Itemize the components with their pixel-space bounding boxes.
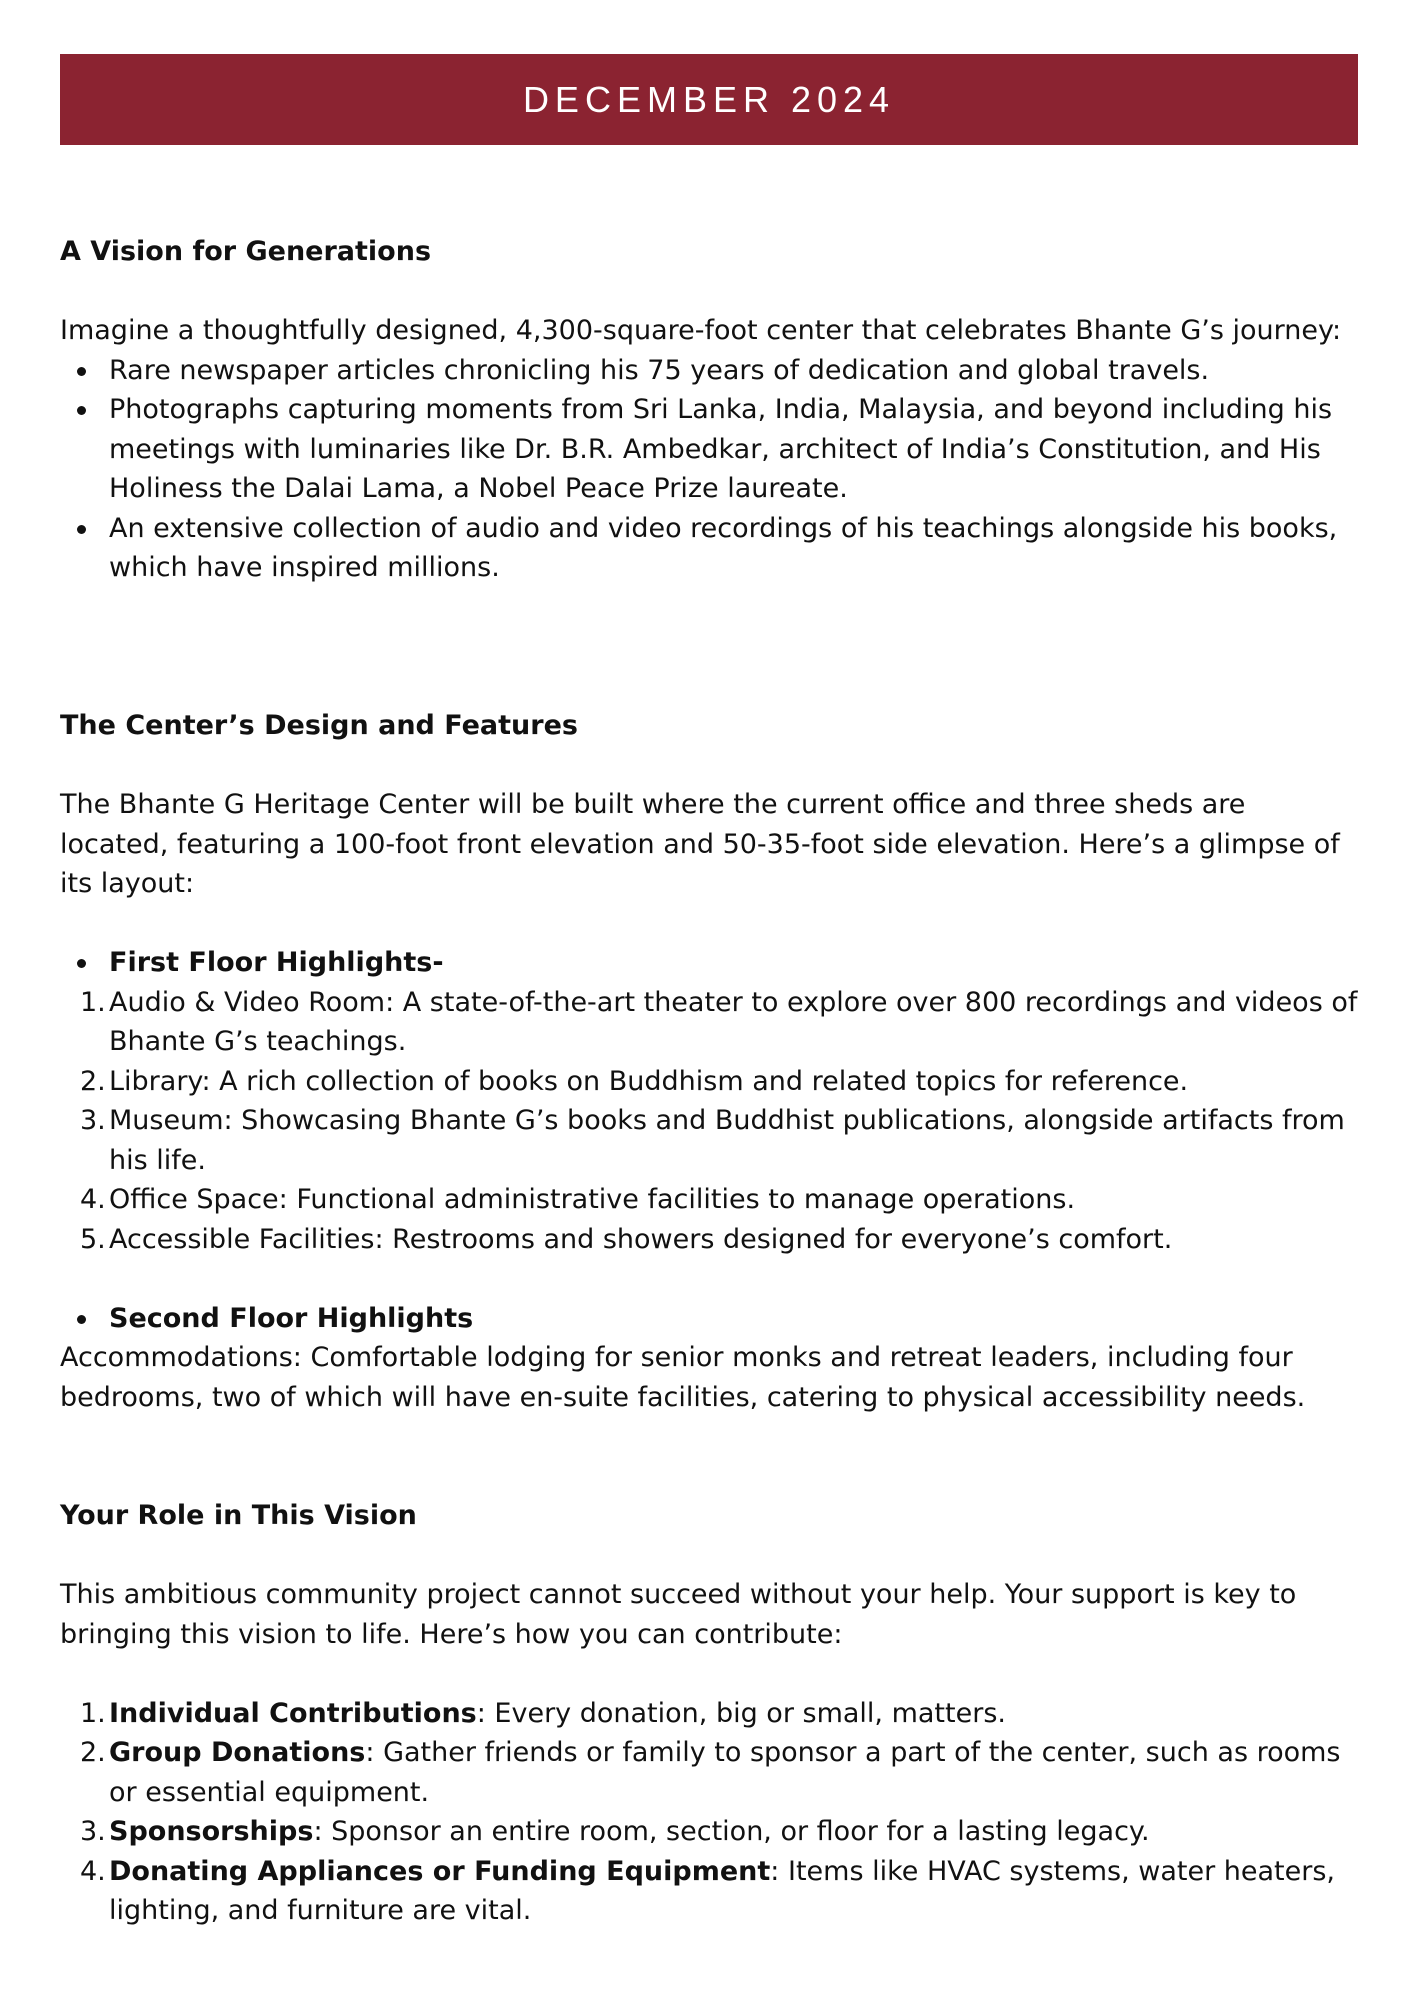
list-item	[60, 1852, 1360, 1931]
list-item	[60, 1812, 1360, 1852]
list-text: : Every donation, big or small, matters.	[476, 1697, 1006, 1729]
numbered-list	[60, 1694, 1360, 1931]
list-item	[60, 1062, 1360, 1102]
bullet-list	[60, 351, 1360, 588]
section-vision	[60, 232, 1360, 588]
paragraph: Imagine a thoughtfully designed, 4,300-square-foot center that celebrates Bhante G’s journey:	[60, 315, 1342, 346]
bullet-item: Rare newspaper articles chronicling his 75 years of dedication and global travels.	[60, 351, 1360, 391]
list-text: : Items like HVAC systems, water heaters, lighting, and furniture are vital.	[109, 1855, 1336, 1926]
list-text: Museum: Showcasing Bhante G’s books and Buddhist publications, alongside artifacts from his life.	[109, 1105, 1345, 1176]
section-your-role	[60, 1496, 1360, 1931]
list-text: Audio & Video Room: A state-of-the-art theater to explore over 800 recordings and videos of Bhante G’s teachings.	[109, 986, 1358, 1057]
list-bold-label: Individual Contributions	[109, 1697, 477, 1729]
section-heading: A Vision for Generations	[60, 236, 432, 267]
list-bold-label: Group Donations	[109, 1737, 366, 1768]
list-text: Library: A rich collection of books on Buddhism and related topics for reference.	[109, 1065, 1189, 1097]
first-floor-label: First Floor Highlights-	[60, 943, 1360, 983]
list-text: : Sponsor an entire room, section, or floor for a lasting legacy.	[313, 1816, 1150, 1847]
document-body	[60, 232, 1360, 1931]
list-text: Office Space: Functional administrative facilities to manage operations.	[109, 1184, 1076, 1215]
section-design	[60, 706, 1360, 1417]
paragraph: Accommodations: Comfortable lodging for senior monks and retreat leaders, including four bedrooms, two of which will have en-suite facilities, catering to physical accessibility needs.	[60, 1342, 1306, 1413]
bullet-list	[60, 943, 1360, 983]
list-text: Accessible Facilities: Restrooms and showers designed for everyone’s comfort.	[109, 1223, 1173, 1255]
list-number: 4.	[80, 1855, 106, 1887]
second-floor-label: Second Floor Highlights	[60, 1299, 1360, 1339]
header-banner	[60, 54, 1358, 145]
list-item	[60, 1220, 1360, 1260]
paragraph: This ambitious community project cannot succeed without your help. Your support is key to bringing this vision to life. Here’s how you can contribute:	[60, 1579, 1297, 1650]
numbered-list	[60, 983, 1360, 1260]
list-number: 3.	[80, 1105, 106, 1136]
list-number: 4.	[80, 1184, 106, 1215]
list-number: 5.	[80, 1223, 106, 1255]
list-item	[60, 1101, 1360, 1180]
list-bold-label: Sponsorships	[109, 1816, 314, 1847]
list-number: 2.	[80, 1737, 106, 1768]
list-number: 1.	[80, 986, 106, 1018]
list-number: 2.	[80, 1065, 106, 1097]
list-number: 1.	[80, 1697, 106, 1729]
list-item	[60, 1694, 1360, 1734]
list-item	[60, 1180, 1360, 1220]
bullet-item: Photographs capturing moments from Sri Lanka, India, Malaysia, and beyond including his meetings with luminaries like Dr. B.R. Ambedkar, architect of India’s Constitution, and His Holiness the Dalai Lama, a Nobel Peace Prize laureate.	[60, 390, 1360, 509]
list-bold-label: Donating Appliances or Funding Equipment	[109, 1855, 771, 1887]
banner-title: DECEMBER 2024	[522, 78, 896, 120]
bullet-item: An extensive collection of audio and video recordings of his teachings alongside his books, which have inspired millions.	[60, 509, 1360, 588]
list-number: 3.	[80, 1816, 106, 1847]
list-item	[60, 1733, 1360, 1812]
section-heading: Your Role in This Vision	[60, 1500, 417, 1531]
section-heading: The Center’s Design and Features	[60, 710, 578, 741]
list-item	[60, 983, 1360, 1062]
bullet-list	[60, 1299, 1360, 1339]
paragraph: The Bhante G Heritage Center will be built where the current office and three sheds are located, featuring a 100-foot front elevation and 50-35-foot side elevation. Here’s a glimpse of its layout:	[60, 789, 1340, 899]
list-text: : Gather friends or family to sponsor a part of the center, such as rooms or essential equipment.	[109, 1737, 1341, 1808]
